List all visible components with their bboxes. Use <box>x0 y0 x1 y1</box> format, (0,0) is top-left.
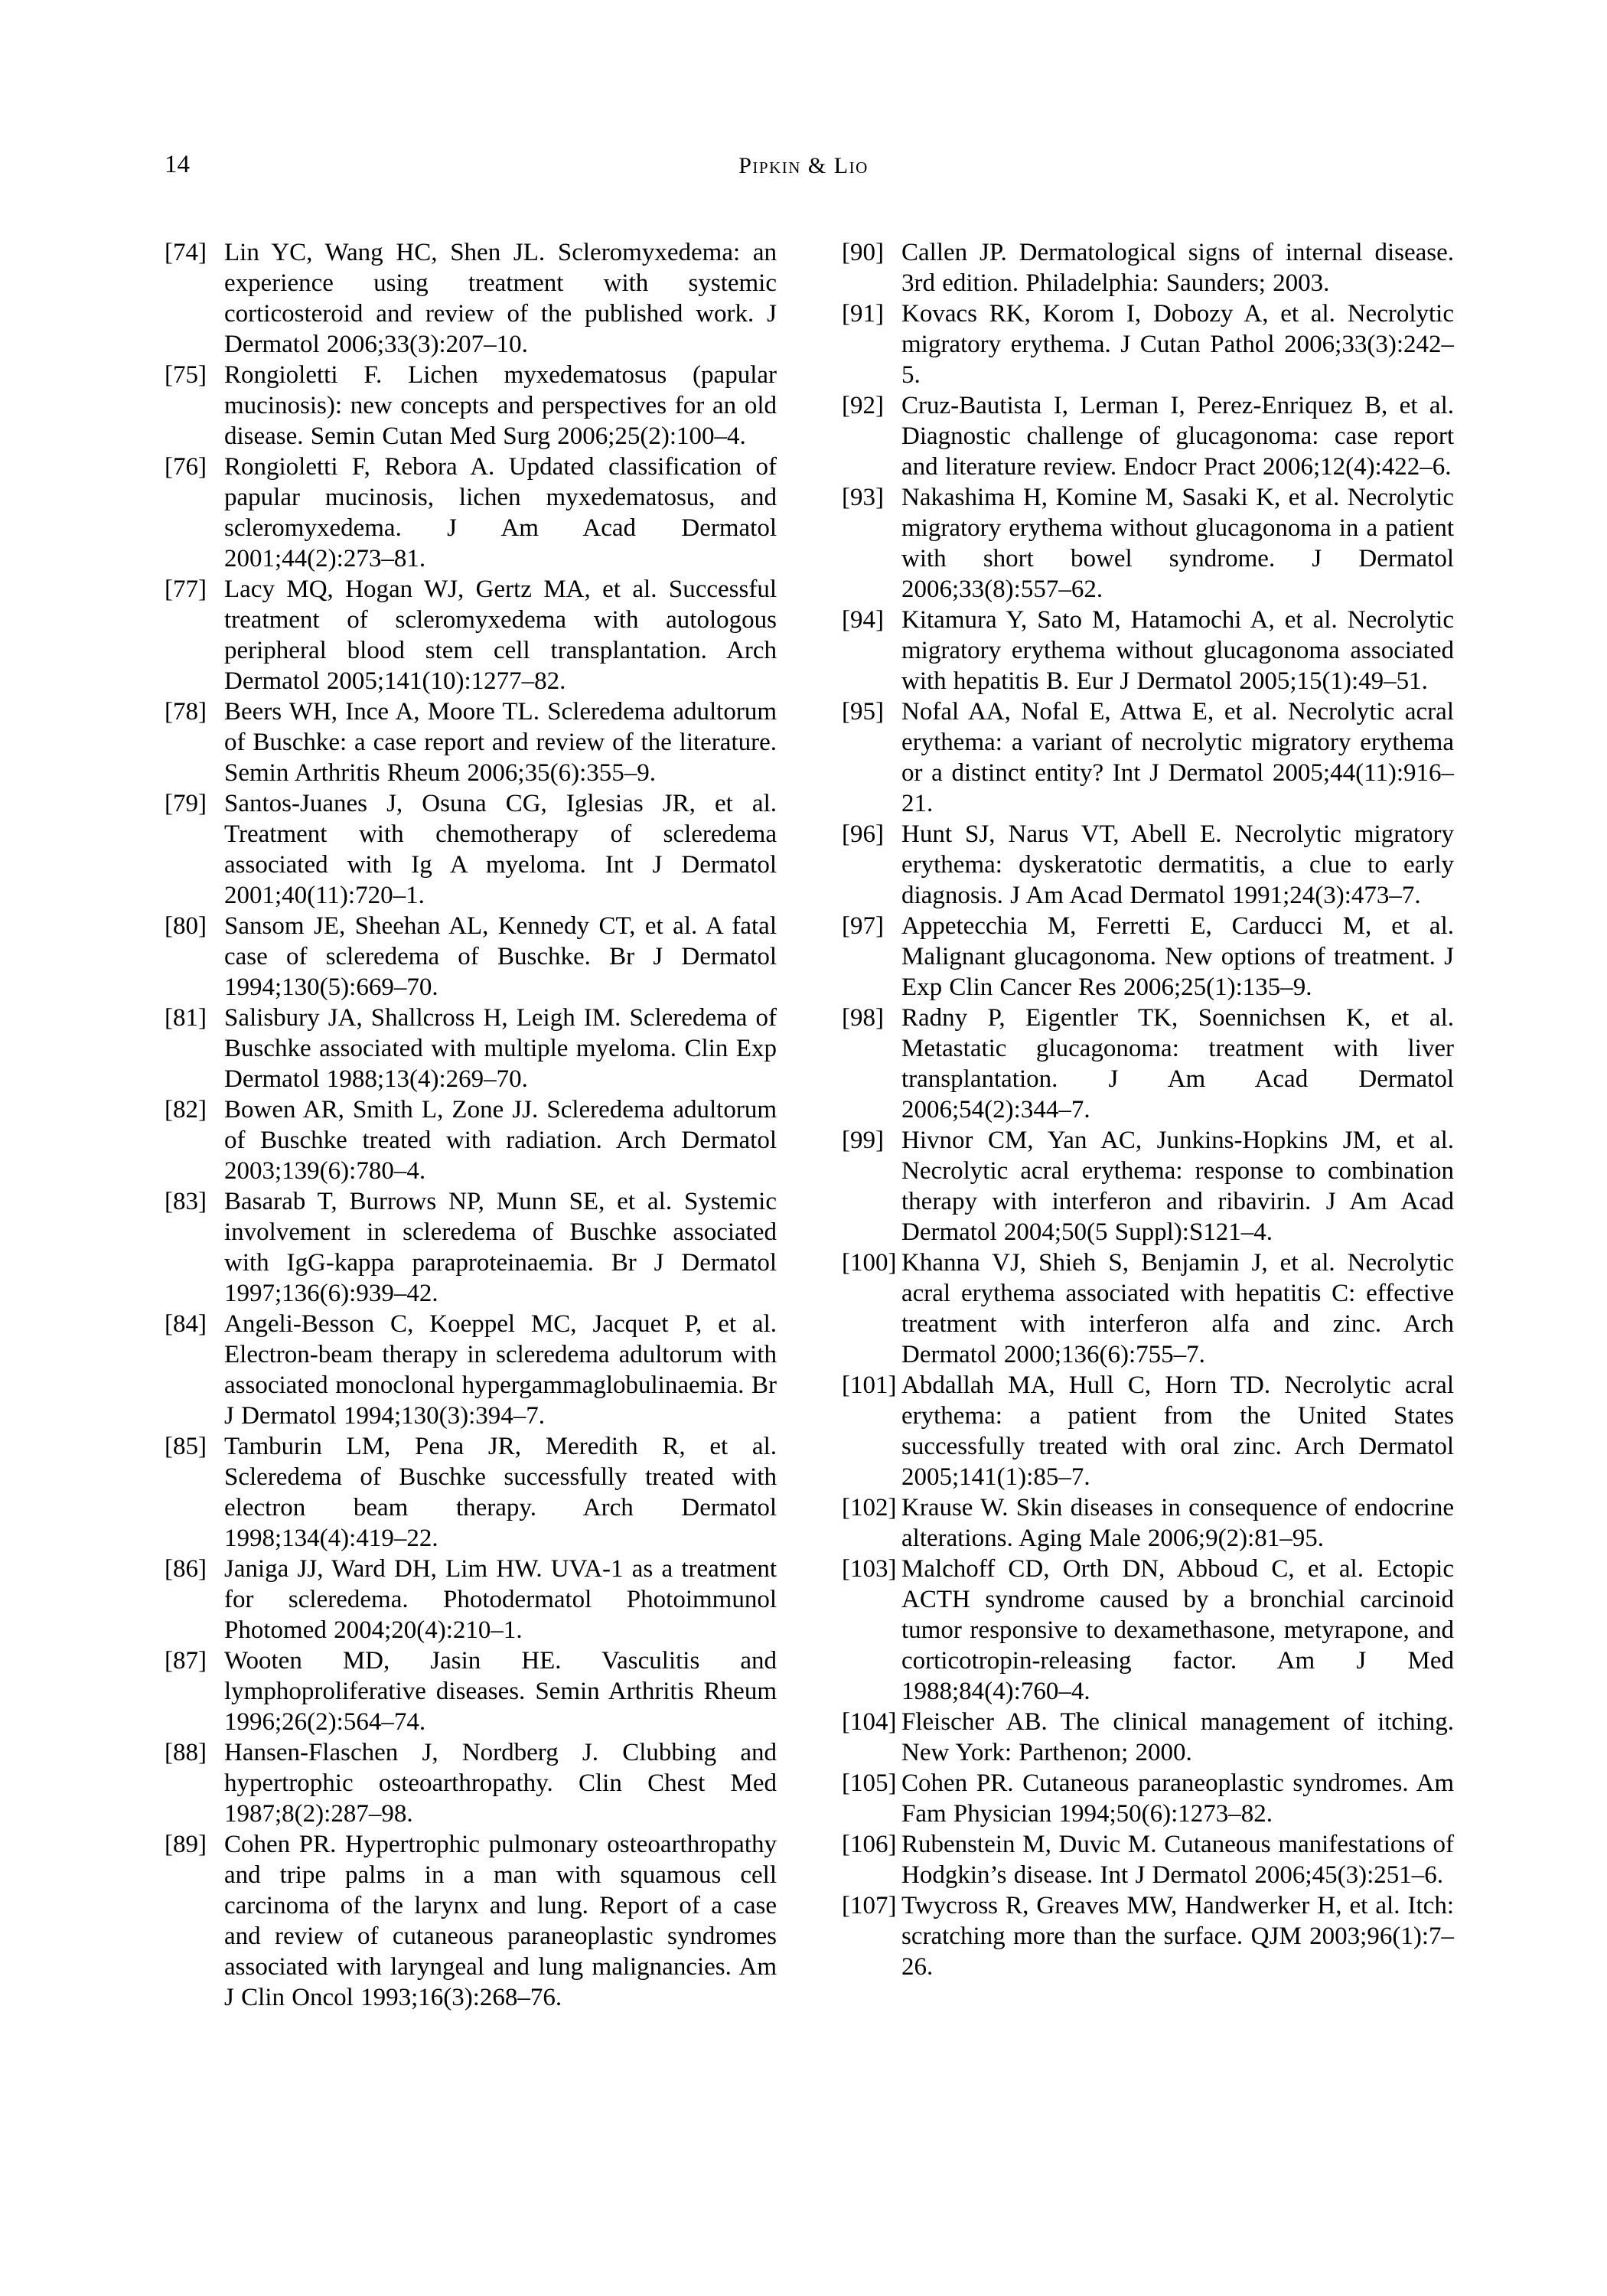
reference-item <box>842 1829 1454 1890</box>
reference-text: Hunt SJ, Narus VT, Abell E. Necrolytic migratory erythema: dyskeratotic dermatitis, a clue to early diagnosis. J Am Acad Dermatol 1991;24(3):473–7. <box>901 820 1454 909</box>
reference-number: [86] <box>165 1555 207 1583</box>
reference-text: Rubenstein M, Duvic M. Cutaneous manifestations of Hodgkin’s disease. Int J Dermatol 2006;45(3):251–6. <box>901 1831 1454 1889</box>
reference-text: Appetecchia M, Ferretti E, Carducci M, et al. Malignant glucagonoma. New options of treatment. J Exp Clin Cancer Res 2006;25(1):135–9. <box>901 912 1454 1001</box>
reference-text: Kovacs RK, Korom I, Dobozy A, et al. Necrolytic migratory erythema. J Cutan Pathol 2006;33(3):242–5. <box>901 300 1454 389</box>
reference-text: Lin YC, Wang HC, Shen JL. Scleromyxedema: an experience using treatment with systemic corticosteroid and review of the published work. J Dermatol 2006;33(3):207–10. <box>224 239 777 358</box>
reference-item <box>165 1431 777 1554</box>
reference-text: Krause W. Skin diseases in consequence of endocrine alterations. Aging Male 2006;9(2):81–95. <box>901 1494 1454 1552</box>
reference-text: Fleischer AB. The clinical management of itching. New York: Parthenon; 2000. <box>901 1708 1454 1766</box>
reference-text: Beers WH, Ince A, Moore TL. Scleredema adultorum of Buschke: a case report and review of the literature. Semin Arthritis Rheum 2006;35(6):355–9. <box>224 698 777 787</box>
references-section <box>165 237 1454 2013</box>
reference-text: Santos-Juanes J, Osuna CG, Iglesias JR, et al. Treatment with chemotherapy of scleredema associated with Ig A myeloma. Int J Dermatol 2001;40(11):720–1. <box>224 790 777 909</box>
reference-number: [77] <box>165 576 207 603</box>
reference-number: [90] <box>842 239 884 266</box>
reference-item <box>842 298 1454 390</box>
reference-number: [89] <box>165 1831 207 1858</box>
reference-number: [97] <box>842 912 884 940</box>
reference-number: [92] <box>842 392 884 419</box>
reference-item <box>165 574 777 696</box>
reference-number: [91] <box>842 300 884 328</box>
reference-number: [74] <box>165 239 207 266</box>
reference-text: Cruz-Bautista I, Lerman I, Perez-Enriquez B, et al. Diagnostic challenge of glucagonoma: case report and literature review. Endocr Pract 2006;12(4):422–6. <box>901 392 1454 481</box>
reference-number: [79] <box>165 790 207 817</box>
reference-item <box>842 1890 1454 1982</box>
reference-item <box>842 1370 1454 1492</box>
reference-number: [103] <box>842 1555 897 1583</box>
reference-item <box>165 1829 777 2013</box>
reference-item <box>842 819 1454 911</box>
reference-text: Lacy MQ, Hogan WJ, Gertz MA, et al. Successful treatment of scleromyxedema with autologous peripheral blood stem cell transplantation. Arch Dermatol 2005;141(10):1277–82. <box>224 576 777 695</box>
reference-text: Salisbury JA, Shallcross H, Leigh IM. Scleredema of Buschke associated with multiple myeloma. Clin Exp Dermatol 1988;13(4):269–70. <box>224 1004 777 1093</box>
reference-number: [88] <box>165 1739 207 1766</box>
reference-number: [93] <box>842 484 884 511</box>
reference-text: Callen JP. Dermatological signs of internal disease. 3rd edition. Philadelphia: Saunders; 2003. <box>901 239 1454 297</box>
reference-item <box>165 788 777 911</box>
reference-item <box>842 911 1454 1003</box>
reference-number: [104] <box>842 1708 897 1736</box>
reference-text: Abdallah MA, Hull C, Horn TD. Necrolytic acral erythema: a patient from the United States successfully treated with oral zinc. Arch Dermatol 2005;141(1):85–7. <box>901 1371 1454 1491</box>
reference-text: Nakashima H, Komine M, Sasaki K, et al. Necrolytic migratory erythema without glucagonoma in a patient with short bowel syndrome. J Dermatol 2006;33(8):557–62. <box>901 484 1454 603</box>
reference-number: [99] <box>842 1127 884 1154</box>
reference-item <box>842 237 1454 298</box>
reference-item <box>165 696 777 788</box>
reference-number: [84] <box>165 1310 207 1338</box>
reference-text: Hansen-Flaschen J, Nordberg J. Clubbing and hypertrophic osteoarthropathy. Clin Chest Med 1987;8(2):287–98. <box>224 1739 777 1828</box>
reference-item <box>165 360 777 452</box>
reference-item <box>165 1094 777 1186</box>
reference-text: Khanna VJ, Shieh S, Benjamin J, et al. Necrolytic acral erythema associated with hepatitis C: effective treatment with interferon alfa and zinc. Arch Dermatol 2000;136(6):755–7. <box>901 1249 1454 1368</box>
page-number: 14 <box>165 151 190 178</box>
reference-number: [76] <box>165 453 207 481</box>
reference-number: [102] <box>842 1494 897 1521</box>
reference-text: Cohen PR. Hypertrophic pulmonary osteoarthropathy and tripe palms in a man with squamous cell carcinoma of the larynx and lung. Report of a case and review of cutaneous paraneoplastic syndromes associated with laryngeal and lung malignancies. Am J Clin Oncol 1993;16(3):268–76. <box>224 1831 777 2011</box>
reference-number: [96] <box>842 820 884 848</box>
reference-number: [87] <box>165 1647 207 1675</box>
reference-item <box>165 911 777 1003</box>
running-head: Pipkin & Lio <box>738 153 869 178</box>
reference-item <box>165 1003 777 1094</box>
reference-number: [94] <box>842 606 884 634</box>
reference-text: Kitamura Y, Sato M, Hatamochi A, et al. Necrolytic migratory erythema without glucagonoma associated with hepatitis B. Eur J Dermatol 2005;15(1):49–51. <box>901 606 1454 695</box>
reference-item <box>842 1554 1454 1707</box>
reference-item <box>165 1737 777 1829</box>
reference-text: Hivnor CM, Yan AC, Junkins-Hopkins JM, et al. Necrolytic acral erythema: response to combination therapy with interferon and ribavirin. J Am Acad Dermatol 2004;50(5 Suppl):S121–4. <box>901 1127 1454 1246</box>
reference-number: [100] <box>842 1249 897 1277</box>
reference-text: Twycross R, Greaves MW, Handwerker H, et al. Itch: scratching more than the surface. QJM 2003;96(1):7–26. <box>901 1892 1454 1981</box>
reference-text: Radny P, Eigentler TK, Soennichsen K, et al. Metastatic glucagonoma: treatment with liver transplantation. J Am Acad Dermatol 2006;54(2):344–7. <box>901 1004 1454 1124</box>
reference-item <box>165 1186 777 1309</box>
reference-item <box>165 1309 777 1431</box>
reference-item <box>842 1492 1454 1554</box>
reference-item <box>165 452 777 574</box>
reference-number: [107] <box>842 1892 897 1919</box>
reference-number: [75] <box>165 361 207 389</box>
reference-number: [80] <box>165 912 207 940</box>
reference-item <box>842 605 1454 696</box>
reference-text: Janiga JJ, Ward DH, Lim HW. UVA-1 as a treatment for scleredema. Photodermatol Photoimmunol Photomed 2004;20(4):210–1. <box>224 1555 777 1644</box>
reference-number: [106] <box>842 1831 897 1858</box>
reference-text: Basarab T, Burrows NP, Munn SE, et al. Systemic involvement in scleredema of Buschke associated with IgG-kappa paraproteinaemia. Br J Dermatol 1997;136(6):939–42. <box>224 1188 777 1307</box>
references-column-left <box>165 237 777 2013</box>
reference-text: Cohen PR. Cutaneous paraneoplastic syndromes. Am Fam Physician 1994;50(6):1273–82. <box>901 1769 1454 1828</box>
reference-item <box>842 1125 1454 1247</box>
reference-item <box>842 482 1454 605</box>
references-column-right <box>842 237 1454 2013</box>
reference-number: [98] <box>842 1004 884 1032</box>
reference-item <box>842 390 1454 482</box>
reference-text: Angeli-Besson C, Koeppel MC, Jacquet P, et al. Electron-beam therapy in scleredema adultorum with associated monoclonal hypergammaglobulinaemia. Br J Dermatol 1994;130(3):394–7. <box>224 1310 777 1430</box>
reference-item <box>842 1707 1454 1768</box>
reference-item <box>842 696 1454 819</box>
reference-number: [83] <box>165 1188 207 1215</box>
reference-number: [101] <box>842 1371 897 1399</box>
reference-number: [105] <box>842 1769 897 1797</box>
reference-text: Tamburin LM, Pena JR, Meredith R, et al. Scleredema of Buschke successfully treated with electron beam therapy. Arch Dermatol 1998;134(4):419–22. <box>224 1433 777 1552</box>
reference-item <box>165 1554 777 1645</box>
reference-text: Rongioletti F, Rebora A. Updated classification of papular mucinosis, lichen myxedematosus, and scleromyxedema. J Am Acad Dermatol 2001;44(2):273–81. <box>224 453 777 572</box>
reference-number: [81] <box>165 1004 207 1032</box>
reference-number: [78] <box>165 698 207 726</box>
page-header <box>165 149 1454 186</box>
reference-text: Malchoff CD, Orth DN, Abboud C, et al. Ectopic ACTH syndrome caused by a bronchial carcinoid tumor responsive to dexamethasone, metyrapone, and corticotropin-releasing factor. Am J Med 1988;84(4):760–4. <box>901 1555 1454 1705</box>
reference-text: Wooten MD, Jasin HE. Vasculitis and lymphoproliferative diseases. Semin Arthritis Rheum 1996;26(2):564–74. <box>224 1647 777 1736</box>
reference-item <box>842 1247 1454 1370</box>
reference-item <box>842 1003 1454 1125</box>
reference-number: [82] <box>165 1096 207 1124</box>
reference-number: [95] <box>842 698 884 726</box>
reference-text: Sansom JE, Sheehan AL, Kennedy CT, et al. A fatal case of scleredema of Buschke. Br J Dermatol 1994;130(5):669–70. <box>224 912 777 1001</box>
reference-text: Nofal AA, Nofal E, Attwa E, et al. Necrolytic acral erythema: a variant of necrolytic migratory erythema or a distinct entity? Int J Dermatol 2005;44(11):916–21. <box>901 698 1454 817</box>
reference-text: Rongioletti F. Lichen myxedematosus (papular mucinosis): new concepts and perspectives for an old disease. Semin Cutan Med Surg 2006;25(2):100–4. <box>224 361 777 450</box>
reference-text: Bowen AR, Smith L, Zone JJ. Scleredema adultorum of Buschke treated with radiation. Arch Dermatol 2003;139(6):780–4. <box>224 1096 777 1185</box>
reference-item <box>165 237 777 360</box>
reference-number: [85] <box>165 1433 207 1460</box>
reference-item <box>165 1645 777 1737</box>
reference-item <box>842 1768 1454 1829</box>
